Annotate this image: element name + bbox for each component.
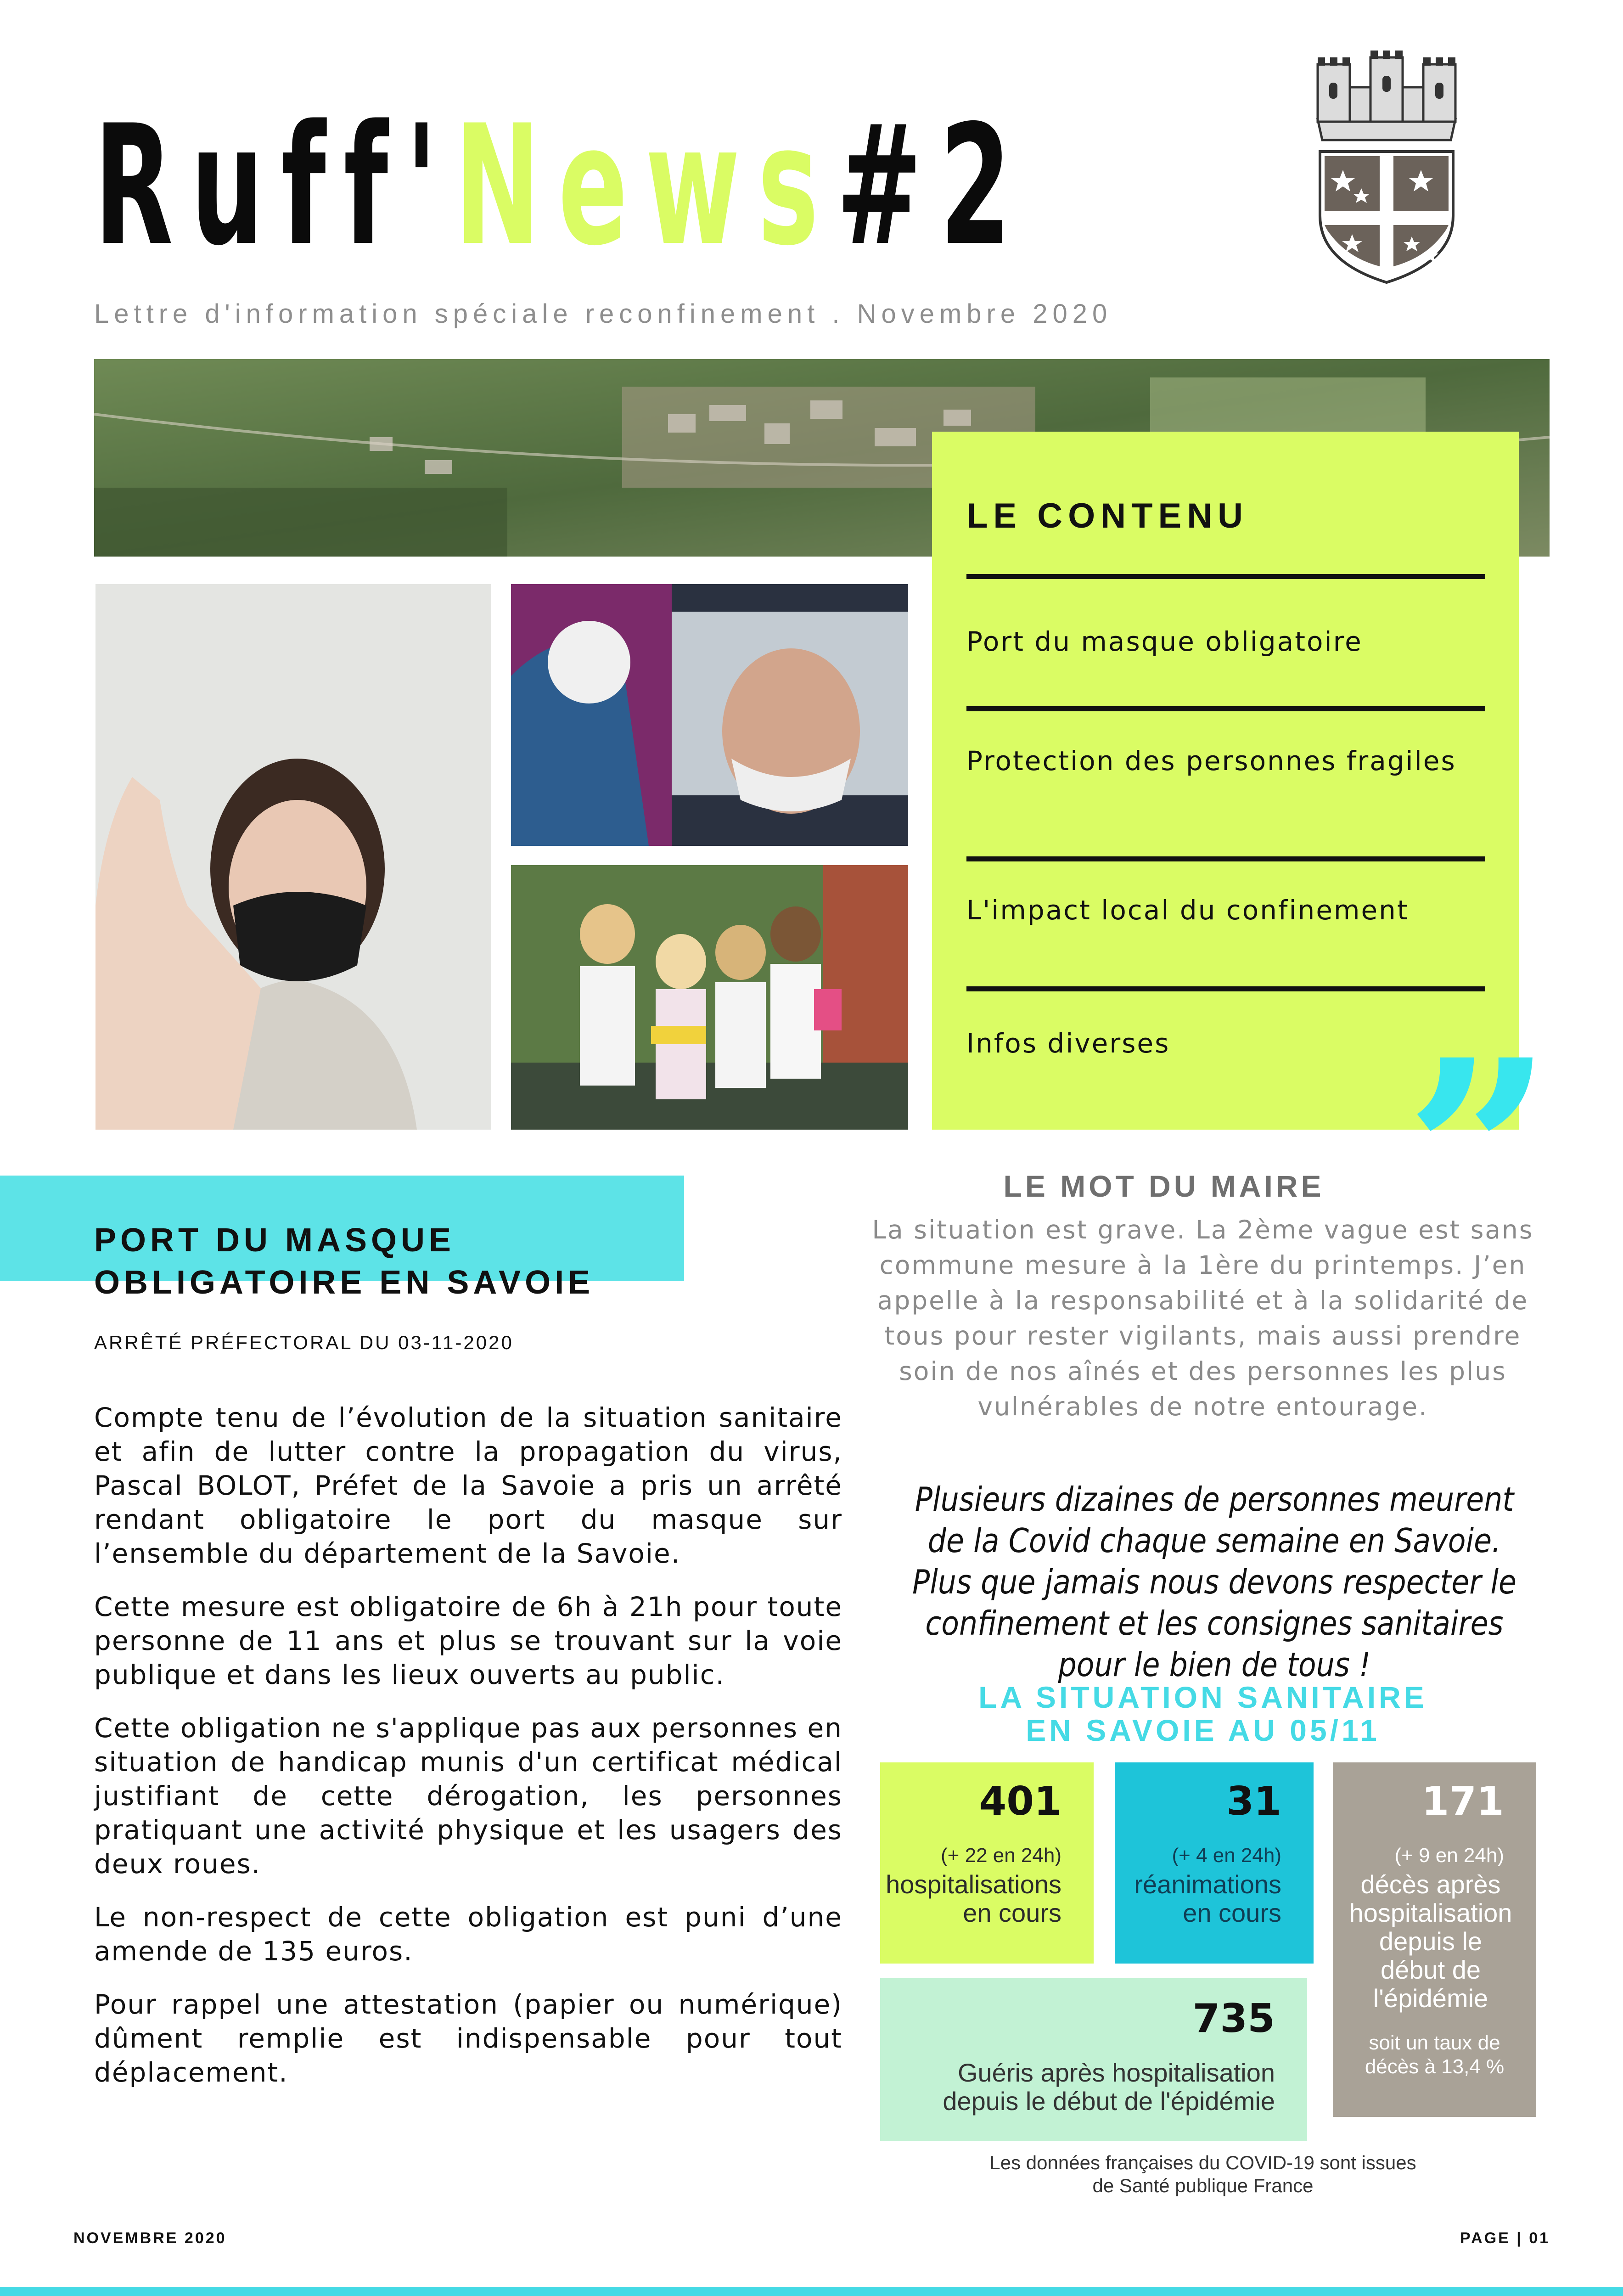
title-part-number: #2 — [836, 90, 1029, 282]
stat-value: 31 — [1226, 1778, 1281, 1824]
article-title-line: PORT DU MASQUE — [94, 1222, 455, 1259]
contents-item-masque: Port du masque obligatoire — [966, 626, 1363, 657]
stat-delta: (+ 22 en 24h) — [941, 1844, 1061, 1867]
footer-page-number: PAGE | 01 — [1460, 2229, 1550, 2247]
stat-label-line: Guéris après hospitalisation — [957, 2058, 1275, 2087]
stat-death-rate — [1333, 2031, 1536, 2079]
stat-label-line: depuis le début de l'épidémie — [943, 2087, 1275, 2116]
stat-gueris — [880, 1978, 1307, 2141]
article-paragraph: Compte tenu de l’évolution de la situation sanitaire et afin de lutter contre la propagation du virus, Pascal BOLOT, Préfet de la Savoie a pris un arrêté rendant obligatoire le port du masque sur l’ensemble du département de la Savoie. — [94, 1402, 842, 1569]
masked-children-photo — [511, 865, 908, 1130]
stat-deces — [1333, 1762, 1536, 2117]
contents-divider — [966, 706, 1485, 711]
stat-label-line: en cours — [1183, 1898, 1281, 1927]
article-paragraph: Cette obligation ne s'applique pas aux personnes en situation de handicap munis d'un certificat médical justifiant de cette dérogation, les personnes pratiquant une activité physique et les usagers des deux roues. — [94, 1712, 842, 1880]
contents-divider — [966, 856, 1485, 861]
newsletter-title — [94, 90, 1029, 282]
stat-label — [1134, 1870, 1281, 1927]
stat-hospitalisations — [880, 1762, 1094, 1964]
stat-reanimations — [1115, 1762, 1314, 1964]
data-source-note — [909, 2151, 1497, 2197]
masked-woman-photo — [95, 584, 491, 1130]
stat-rate-line: décès à 13,4 % — [1365, 2055, 1505, 2078]
situation-title — [863, 1681, 1543, 1747]
article-paragraph: Cette mesure est obligatoire de 6h à 21h pour toute personne de 11 ans et plus se trouvant sur la voie publique et dans les lieux ouverts au public. — [94, 1591, 842, 1690]
newsletter-subtitle: Lettre d'information spéciale reconfinement . Novembre 2020 — [94, 299, 1112, 329]
stat-label — [943, 2059, 1275, 2116]
stat-label-line: hospitalisations — [886, 1870, 1061, 1899]
stat-rate-line: soit un taux de — [1369, 2032, 1500, 2054]
stat-label-line: hospitalisation — [1349, 1898, 1512, 1927]
footer-date: NOVEMBRE 2020 — [73, 2229, 227, 2247]
stat-value: 171 — [1421, 1778, 1504, 1824]
stat-value: 401 — [979, 1778, 1061, 1824]
contents-item-infos-diverses: Infos diverses — [966, 1028, 1170, 1059]
stat-label-line: réanimations — [1134, 1870, 1281, 1899]
title-part-news: News — [455, 90, 837, 282]
article-title-line: OBLIGATOIRE EN SAVOIE — [94, 1264, 595, 1301]
mayor-section-title: LE MOT DU MAIRE — [1003, 1169, 1325, 1203]
stat-label-line: depuis le — [1379, 1927, 1483, 1956]
stat-delta: (+ 4 en 24h) — [1172, 1844, 1281, 1867]
contents-divider — [966, 986, 1485, 991]
quote-mark-icon: ” — [1405, 1004, 1553, 1306]
stat-label-line: décès après — [1360, 1870, 1501, 1899]
stat-label — [1343, 1870, 1518, 2013]
situation-title-line: EN SAVOIE AU 05/11 — [1026, 1713, 1380, 1747]
mayor-message: La situation est grave. La 2ème vague est sans commune mesure à la 1ère du printemps. J’en appelle à la responsabilité et à la solidarité de tous pour rester vigilants, mais aussi prendre soin de nos aînés et des personnes les plus vulnérables de notre entourage. — [872, 1215, 1534, 1421]
situation-title-line: LA SITUATION SANITAIRE — [978, 1680, 1427, 1714]
footer-bar — [0, 2287, 1623, 2296]
mayor-handwritten-quote: Plusieurs dizaines de personnes meurent de la Covid chaque semaine en Savoie. Plus que jamais nous devons respecter le confinement et les consignes sanitaires pour le bien de tous ! — [912, 1480, 1517, 1684]
contents-divider — [966, 574, 1485, 579]
article-paragraph: Pour rappel une attestation (papier ou numérique) dûment remplie est indispensable pour tout déplacement. — [94, 1989, 842, 2088]
stat-delta: (+ 9 en 24h) — [1394, 1844, 1504, 1867]
stat-label-line: l'épidémie — [1373, 1984, 1488, 2013]
article-paragraph: Le non-respect de cette obligation est puni d’une amende de 135 euros. — [94, 1902, 842, 1967]
town-coat-of-arms-icon — [1299, 32, 1474, 289]
covid-test-photo — [511, 584, 908, 846]
stat-value: 735 — [1192, 1996, 1275, 2042]
stat-label-line: en cours — [963, 1898, 1061, 1927]
title-part-ruff: Ruff' — [94, 90, 455, 282]
stat-label-line: début de — [1381, 1955, 1481, 1984]
article-subtitle: ARRÊTÉ PRÉFECTORAL DU 03-11-2020 — [94, 1332, 514, 1353]
article-title — [94, 1219, 594, 1304]
stat-label — [886, 1870, 1061, 1927]
contents-item-impact-local: L'impact local du confinement — [966, 895, 1409, 926]
source-line: de Santé publique France — [1092, 2175, 1314, 2196]
source-line: Les données françaises du COVID-19 sont issues — [989, 2152, 1416, 2173]
article-body — [94, 1401, 842, 2109]
contents-title: LE CONTENU — [966, 496, 1248, 535]
contents-item-personnes-fragiles: Protection des personnes fragiles — [966, 745, 1456, 777]
